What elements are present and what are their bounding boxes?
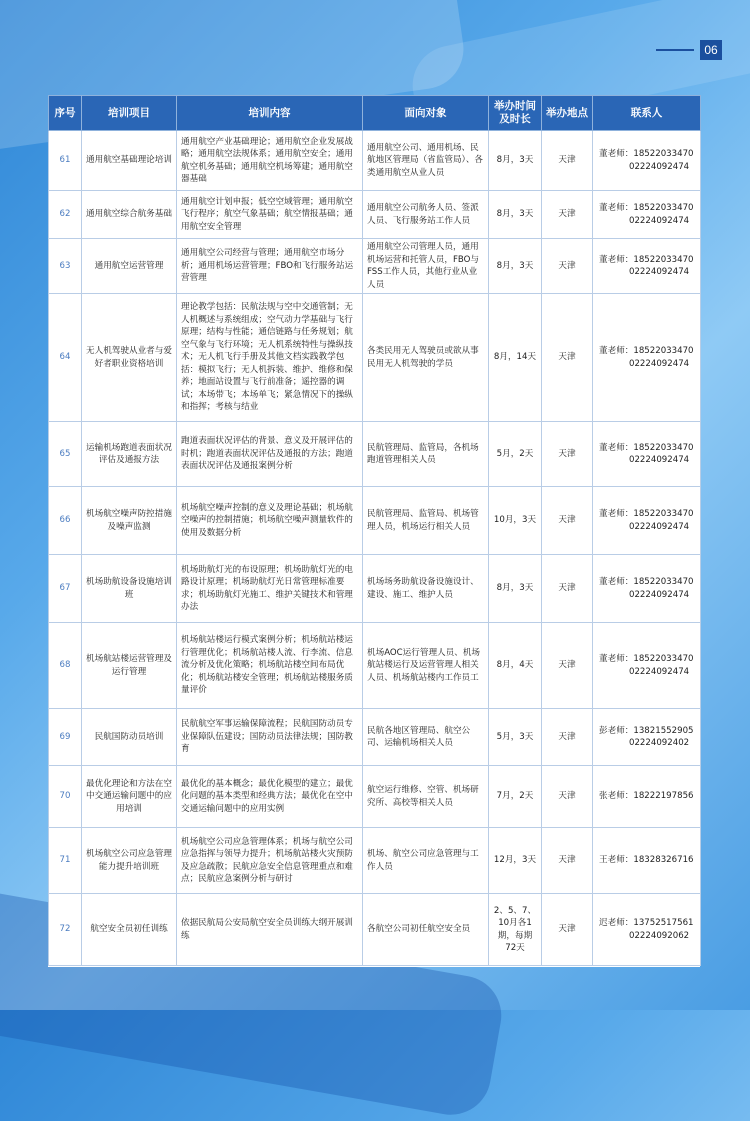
row-project: 通用航空综合航务基础: [82, 191, 177, 239]
row-audience: 民航各地区管理局、航空公司、运输机场相关人员: [363, 709, 489, 766]
header-place: 举办地点: [542, 96, 593, 131]
row-contact: [593, 766, 701, 828]
row-place: 天津: [542, 766, 593, 828]
row-contact: [593, 623, 701, 709]
row-content: 通用航空公司经营与管理；通用航空市场分析；通用机场运营管理；FBO和飞行服务站运营管理: [177, 239, 363, 294]
row-project: 民航国防动员培训: [82, 709, 177, 766]
row-number: 67: [49, 555, 82, 623]
contact-primary: 王老师：18328326716: [599, 855, 694, 866]
row-content: 通用航空产业基础理论；通用航空企业发展战略；通用航空法规体系；通用航空安全；通用航空机务基础；通用航空机场筹建；通用航空器基础: [177, 131, 363, 191]
page-number: 06: [700, 40, 722, 60]
contact-primary: 董老师：18522033470: [599, 509, 694, 519]
row-audience: 机场、航空公司应急管理与工作人员: [363, 828, 489, 894]
contact-secondary: 02224092474: [629, 521, 690, 532]
row-place: 天津: [542, 709, 593, 766]
row-content: 机场航空公司应急管理体系；机场与航空公司应急指挥与领导力提升；机场航站楼火灾预防及应急疏散；民航应急安全信息管理重点和难点；民航应急案例分析与研讨: [177, 828, 363, 894]
row-project: 无人机驾驶从业者与爱好者职业资格培训: [82, 294, 177, 422]
row-contact: [593, 191, 701, 239]
contact-primary: 董老师：18522033470: [599, 654, 694, 664]
contact-secondary: 02224092062: [629, 930, 690, 941]
header-audience: 面向对象: [363, 96, 489, 131]
row-project: 机场航空公司应急管理能力提升培训班: [82, 828, 177, 894]
contact-secondary: 02224092474: [629, 455, 690, 465]
row-place: 天津: [542, 555, 593, 623]
table-row: [49, 766, 701, 828]
contact-secondary: 02224092474: [629, 589, 690, 600]
page-number-marker: [656, 40, 722, 60]
contact-secondary: 02224092402: [629, 738, 690, 748]
table-row: [49, 294, 701, 422]
contact-secondary: 02224092474: [629, 215, 690, 226]
row-place: 天津: [542, 294, 593, 422]
row-number: 66: [49, 487, 82, 555]
row-audience: 通用航空公司、通用机场、民航地区管理局（省监管局）、各类通用航空从业人员: [363, 131, 489, 191]
row-number: 65: [49, 422, 82, 487]
row-project: 最优化理论和方法在空中交通运输问题中的应用培训: [82, 766, 177, 828]
header-contact: 联系人: [593, 96, 701, 131]
row-period: 12月，3天: [489, 828, 542, 894]
table-row: [49, 131, 701, 191]
row-contact: [593, 294, 701, 422]
row-period: 7月，2天: [489, 766, 542, 828]
contact-primary: 董老师：18522033470: [599, 254, 694, 265]
row-audience: 各类民用无人驾驶员或欲从事民用无人机驾驶的学员: [363, 294, 489, 422]
row-project: 机场航空噪声防控措施及噪声监测: [82, 487, 177, 555]
row-contact: [593, 239, 701, 294]
contact-secondary: 02224092474: [629, 358, 690, 369]
row-period: 5月，3天: [489, 709, 542, 766]
row-number: 64: [49, 294, 82, 422]
row-place: 天津: [542, 191, 593, 239]
training-table: [48, 95, 701, 966]
contact-primary: 彭老师：13821552905: [599, 725, 694, 736]
row-place: 天津: [542, 487, 593, 555]
row-number: 71: [49, 828, 82, 894]
row-project: 航空安全员初任训练: [82, 894, 177, 966]
table-row: [49, 422, 701, 487]
contact-primary: 董老师：18522033470: [599, 346, 694, 356]
contact-primary: 迟老师：13752517561: [599, 918, 694, 928]
row-contact: [593, 555, 701, 623]
contact-secondary: 02224092474: [629, 267, 690, 277]
row-number: 63: [49, 239, 82, 294]
header-no: 序号: [49, 96, 82, 131]
contact-primary: 董老师：18522033470: [599, 442, 694, 453]
row-contact: [593, 828, 701, 894]
row-number: 62: [49, 191, 82, 239]
contact-secondary: 02224092474: [629, 161, 690, 172]
row-project: 机场航站楼运营管理及运行管理: [82, 623, 177, 709]
row-place: 天津: [542, 894, 593, 966]
row-content: 最优化的基本概念；最优化模型的建立；最优化问题的基本类型和经典方法；最优化在空中交通运输问题中的应用实例: [177, 766, 363, 828]
row-audience: 航空运行维修、空管、机场研究所、高校等相关人员: [363, 766, 489, 828]
row-place: 天津: [542, 131, 593, 191]
page-number-line: [656, 49, 694, 51]
row-number: 70: [49, 766, 82, 828]
training-table-card: [48, 95, 700, 967]
row-project: 机场助航设备设施培训班: [82, 555, 177, 623]
table-row: [49, 191, 701, 239]
row-number: 61: [49, 131, 82, 191]
header-project: 培训项目: [82, 96, 177, 131]
table-row: [49, 555, 701, 623]
table-row: [49, 487, 701, 555]
row-contact: [593, 709, 701, 766]
row-period: 8月，3天: [489, 239, 542, 294]
row-project: 通用航空运营管理: [82, 239, 177, 294]
row-contact: [593, 131, 701, 191]
table-row: [49, 239, 701, 294]
row-audience: 机场AOC运行管理人员、机场航站楼运行及运营管理人相关人员、机场航站楼内工作员工: [363, 623, 489, 709]
row-content: 民航航空军事运输保障流程；民航国防动员专业保障队伍建设；国防动员法律法规；国防教育: [177, 709, 363, 766]
row-place: 天津: [542, 239, 593, 294]
row-content: 通用航空计划申报；低空空域管理；通用航空飞行程序；航空气象基础；航空情报基础；通用航空安全管理: [177, 191, 363, 239]
row-contact: [593, 487, 701, 555]
row-period: 8月，14天: [489, 294, 542, 422]
contact-primary: 董老师：18522033470: [599, 149, 694, 159]
row-audience: 民航管理局、监管局、机场管理人员，机场运行相关人员: [363, 487, 489, 555]
row-period: 8月，3天: [489, 555, 542, 623]
row-content: 理论教学包括：民航法规与空中交通管制；无人机概述与系统组成；空气动力学基础与飞行原理；结构与性能；通信链路与任务规划；航空气象与飞行环境；无人机系统特性与操纵技术；无人机飞行手册及其他文档实践教学包括：模拟飞行；无人机拆装、维护、维修和保养；地面站设置与飞行前准备；遥控器的调试；本场带飞；本场单飞；紧急情况下的操纵和指挥；考核与结业: [177, 294, 363, 422]
row-period: 8月，3天: [489, 191, 542, 239]
row-period: 8月，4天: [489, 623, 542, 709]
row-project: 通用航空基础理论培训: [82, 131, 177, 191]
table-row: [49, 828, 701, 894]
header-content: 培训内容: [177, 96, 363, 131]
table-row: [49, 894, 701, 966]
row-number: 68: [49, 623, 82, 709]
row-number: 69: [49, 709, 82, 766]
row-content: 跑道表面状况评估的背景、意义及开展评估的时机；跑道表面状况评估及通报的方法；跑道表面状况评估及通报案例分析: [177, 422, 363, 487]
row-audience: 机场场务助航设备设施设计、建设、施工、维护人员: [363, 555, 489, 623]
row-place: 天津: [542, 422, 593, 487]
row-content: 机场航空噪声控制的意义及理论基础；机场航空噪声的控制措施；机场航空噪声测量软件的使用及数据分析: [177, 487, 363, 555]
row-project: 运输机场跑道表面状况评估及通报方法: [82, 422, 177, 487]
row-content: 机场助航灯光的布设原理；机场助航灯光的电路设计原理；机场助航灯光日常管理标准要求；机场助航灯光施工、维护关键技术和管理办法: [177, 555, 363, 623]
table-header-row: [49, 96, 701, 131]
header-period: 举办时间及时长: [489, 96, 542, 131]
contact-secondary: 02224092474: [629, 666, 690, 677]
row-place: 天津: [542, 828, 593, 894]
row-place: 天津: [542, 623, 593, 709]
row-period: 10月，3天: [489, 487, 542, 555]
row-audience: 民航管理局、监管局，各机场跑道管理相关人员: [363, 422, 489, 487]
row-contact: [593, 894, 701, 966]
table-row: [49, 709, 701, 766]
row-number: 72: [49, 894, 82, 966]
row-content: 机场航站楼运行模式案例分析；机场航站楼运行管理优化；机场航站楼人流、行李流、信息流分析及优化策略；机场航站楼空间布局优化；机场航站楼安全管理；机场航站楼服务质量评价: [177, 623, 363, 709]
table-row: [49, 623, 701, 709]
row-period: 2、5、7、10月各1期，每期72天: [489, 894, 542, 966]
row-period: 5月，2天: [489, 422, 542, 487]
row-contact: [593, 422, 701, 487]
row-audience: 通用航空公司管理人员，通用机场运营和托管人员，FBO与FSS工作人员，其他行业从业人员: [363, 239, 489, 294]
row-period: 8月，3天: [489, 131, 542, 191]
contact-primary: 张老师：18222197856: [599, 791, 694, 802]
row-audience: 各航空公司初任航空安全员: [363, 894, 489, 966]
contact-primary: 董老师：18522033470: [599, 203, 694, 213]
row-audience: 通用航空公司航务人员、签派人员、飞行服务站工作人员: [363, 191, 489, 239]
row-content: 依据民航局公安局航空安全员训练大纲开展训练: [177, 894, 363, 966]
contact-primary: 董老师：18522033470: [599, 577, 694, 587]
